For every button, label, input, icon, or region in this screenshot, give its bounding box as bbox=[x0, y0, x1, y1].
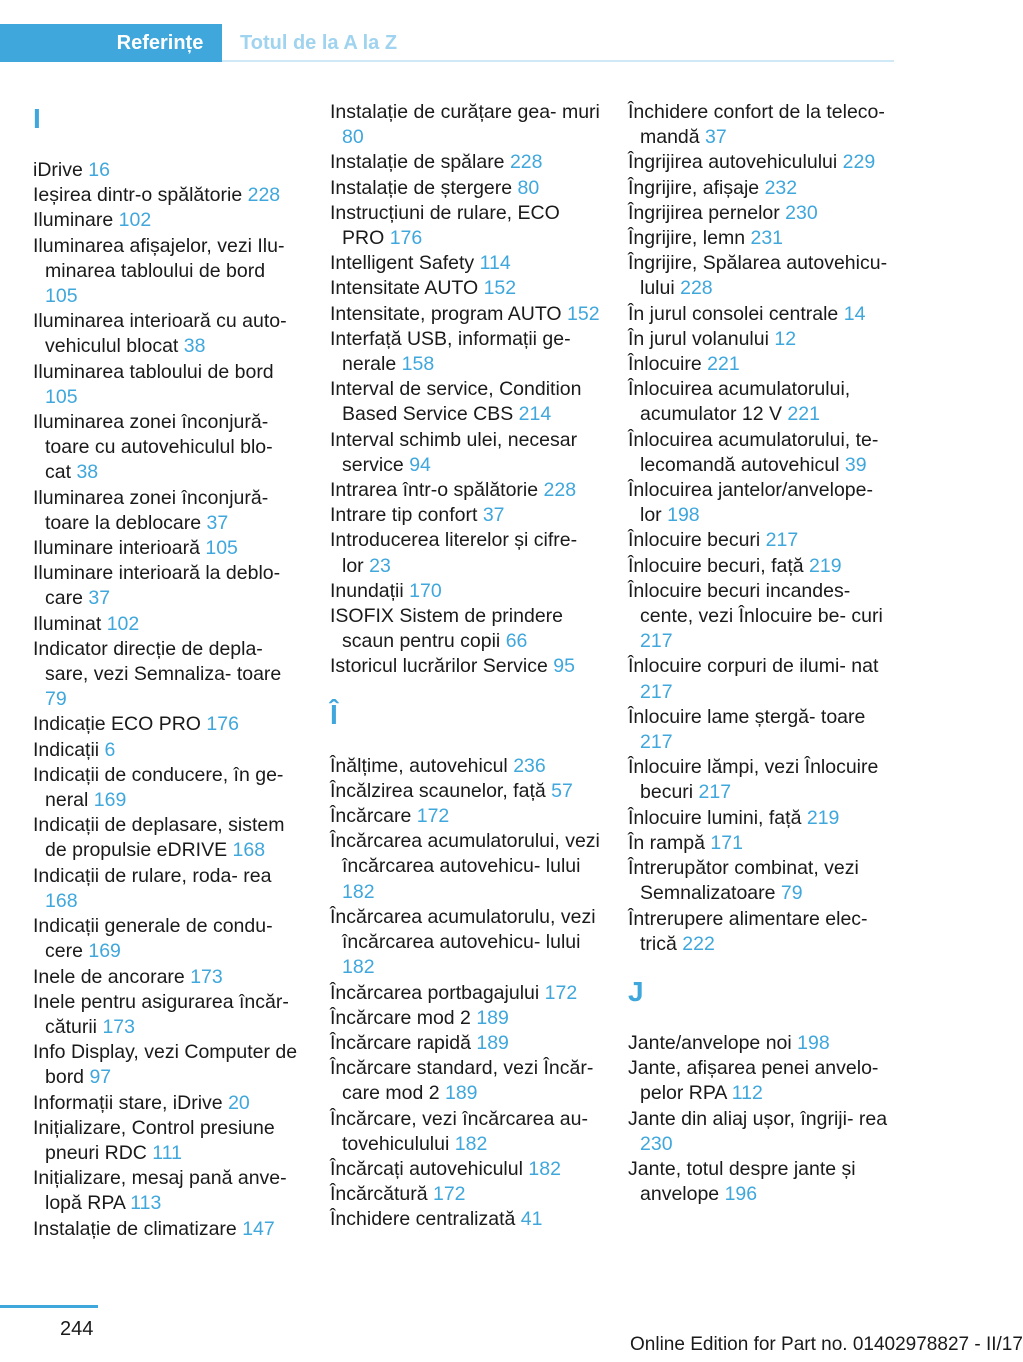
index-entry-text: Încălzirea scaunelor, față bbox=[330, 779, 546, 802]
index-entry bbox=[33, 234, 303, 310]
index-entry bbox=[628, 352, 898, 377]
index-entry bbox=[330, 176, 600, 201]
index-entry-text: Instalație de climatizare bbox=[33, 1217, 237, 1240]
index-entry bbox=[33, 536, 303, 561]
index-entry bbox=[33, 612, 303, 637]
index-entry-text: Înlocuirea jantelor/anvelope‐ lor bbox=[628, 479, 873, 527]
index-entry bbox=[330, 201, 600, 251]
index-entry-text: Indicații generale de condu‐ cere bbox=[33, 915, 273, 963]
index-page-link[interactable]: 228 bbox=[247, 184, 281, 207]
index-entry-text: Îngrijirea autovehiculului bbox=[628, 151, 838, 174]
index-page-link[interactable]: 182 bbox=[454, 1132, 488, 1155]
index-page-link[interactable]: 152 bbox=[483, 277, 517, 300]
index-page-link[interactable]: 231 bbox=[750, 227, 784, 250]
index-entry bbox=[330, 302, 600, 327]
index-entry bbox=[330, 100, 600, 150]
index-entry bbox=[628, 100, 898, 150]
index-page-link[interactable]: 105 bbox=[45, 385, 78, 408]
index-entry bbox=[33, 965, 303, 990]
index-entry bbox=[628, 1031, 898, 1056]
index-entry bbox=[628, 528, 898, 553]
index-entry-text: Intelligent Safety bbox=[330, 252, 475, 275]
index-entry bbox=[628, 226, 898, 251]
index-entry bbox=[330, 327, 600, 377]
index-entry bbox=[330, 528, 600, 578]
index-page-link[interactable]: 37 bbox=[88, 587, 111, 610]
index-page-link[interactable]: 105 bbox=[45, 285, 78, 308]
index-page-link[interactable]: 229 bbox=[842, 151, 876, 174]
index-letter-heading: J bbox=[628, 975, 644, 1007]
edition-note: Online Edition for Part no. 01402978827 - II/17 bbox=[630, 1334, 1023, 1355]
index-entry bbox=[628, 579, 898, 655]
index-entry bbox=[330, 754, 600, 779]
index-entry bbox=[33, 1217, 303, 1242]
index-entry bbox=[33, 637, 303, 713]
index-page-link[interactable]: 217 bbox=[765, 529, 799, 552]
index-page-link[interactable]: 102 bbox=[106, 612, 140, 635]
index-page-link[interactable]: 94 bbox=[409, 453, 431, 476]
index-entry-text: Încărcare mod 2 bbox=[330, 1006, 471, 1029]
index-entry bbox=[33, 360, 303, 410]
index-entry-text: Înlocuirea acumulatorului, te‐ lecomandă autovehicul bbox=[628, 428, 879, 476]
index-page-link[interactable]: 66 bbox=[505, 630, 528, 653]
index-entry bbox=[628, 856, 898, 906]
index-page-link[interactable]: 12 bbox=[774, 327, 797, 350]
index-entry bbox=[628, 428, 898, 478]
index-entry bbox=[33, 486, 303, 536]
index-entry-text: În jurul volanului bbox=[628, 327, 769, 350]
index-entry bbox=[33, 208, 303, 233]
header-tabbar bbox=[0, 24, 960, 62]
index-page-link[interactable]: 168 bbox=[232, 839, 266, 862]
index-entry bbox=[628, 478, 898, 528]
index-entry-text: Jante din aliaj ușor, îngriji‐ rea bbox=[628, 1107, 888, 1130]
index-entry-text: Încărcarea acumulatorului, vezi încărcarea autovehicu‐ lului bbox=[330, 830, 600, 878]
index-entry bbox=[33, 1091, 303, 1116]
index-entry bbox=[33, 864, 303, 914]
index-page-link[interactable]: 189 bbox=[476, 1031, 509, 1054]
index-page-link[interactable]: 228 bbox=[680, 277, 713, 300]
index-entry bbox=[628, 201, 898, 226]
index-entry-text: Inele de ancorare bbox=[33, 965, 185, 988]
index-entry bbox=[33, 1166, 303, 1216]
index-entry bbox=[330, 377, 600, 427]
index-page-link[interactable]: 16 bbox=[88, 159, 110, 181]
index-entry-text: Iluminare bbox=[33, 209, 114, 232]
index-entry-text: Întrerupător combinat, vezi Semnalizatoare bbox=[628, 857, 859, 905]
index-entry-text: Jante/anvelope noi bbox=[628, 1031, 792, 1054]
header-divider bbox=[222, 60, 894, 62]
index-entry-text: Indicații bbox=[33, 738, 100, 761]
index-entry bbox=[628, 251, 898, 301]
index-page-link[interactable]: 169 bbox=[93, 789, 127, 812]
index-page-link[interactable]: 176 bbox=[389, 227, 423, 250]
index-page-link[interactable]: 158 bbox=[401, 353, 435, 376]
index-entry bbox=[330, 428, 600, 478]
index-entry-text: Iluminarea zonei înconjură‐ toare cu autovehiculul blo‐ cat bbox=[33, 411, 273, 484]
tab-referinte[interactable]: Referințe bbox=[98, 24, 222, 62]
index-entry-text: Încărcare, vezi încărcarea au‐ tovehiculului bbox=[330, 1107, 588, 1155]
index-entry bbox=[330, 654, 600, 679]
index-page-link[interactable]: 113 bbox=[130, 1192, 162, 1215]
index-entry bbox=[330, 251, 600, 276]
index-page-link[interactable]: 79 bbox=[780, 882, 803, 905]
index-page-link[interactable]: 189 bbox=[476, 1006, 509, 1029]
index-entry bbox=[33, 183, 303, 208]
index-entry-text: Încărcare bbox=[330, 805, 412, 828]
header-accent-block bbox=[0, 24, 98, 62]
index-entry-text: Înlocuire lumini, față bbox=[628, 806, 802, 829]
index-entry bbox=[330, 804, 600, 829]
index-entry bbox=[330, 981, 600, 1006]
index-entry-text: iDrive bbox=[33, 159, 83, 181]
index-page-link[interactable]: 198 bbox=[797, 1031, 830, 1054]
index-entry-text: Intrarea într-o spălătorie bbox=[330, 479, 539, 502]
index-page-link[interactable]: 230 bbox=[640, 1132, 673, 1155]
index-page-link[interactable]: 219 bbox=[806, 806, 840, 829]
index-entry bbox=[628, 377, 898, 427]
index-page-link[interactable]: 217 bbox=[640, 680, 673, 703]
index-entry bbox=[330, 829, 600, 905]
index-page-link[interactable]: 112 bbox=[731, 1082, 763, 1105]
index-entry bbox=[628, 654, 898, 704]
index-page-link[interactable]: 57 bbox=[551, 779, 573, 802]
index-entry-text: În rampă bbox=[628, 831, 705, 854]
index-entry bbox=[628, 1107, 898, 1157]
index-entry bbox=[330, 478, 600, 503]
index-page-link[interactable]: 168 bbox=[45, 889, 78, 912]
index-entry-text: Iluminarea interioară cu auto‐ vehiculul blocat bbox=[33, 310, 287, 358]
index-entry bbox=[628, 176, 898, 201]
index-column-2 bbox=[330, 100, 600, 1233]
index-entry bbox=[330, 1107, 600, 1157]
index-entry bbox=[628, 755, 898, 805]
index-page-link[interactable]: 20 bbox=[228, 1091, 250, 1114]
index-entry-text: Interval schimb ulei, necesar service bbox=[330, 428, 578, 476]
index-page-link[interactable]: 182 bbox=[342, 880, 375, 903]
index-entry-text: Inițializare, Control presiune pneuri RDC bbox=[33, 1116, 275, 1164]
index-page-link[interactable]: 41 bbox=[520, 1208, 543, 1231]
index-entry-text: Interfață USB, informații ge‐ nerale bbox=[330, 327, 571, 376]
index-page-link[interactable]: 172 bbox=[416, 805, 450, 828]
index-entry-text: Iluminat bbox=[33, 612, 102, 635]
index-entry-text: Iluminarea zonei înconjură‐ toare la deblocare bbox=[33, 486, 269, 534]
index-entry-text: Introducerea literelor și cifre‐ lor bbox=[330, 529, 578, 577]
index-entry bbox=[330, 1031, 600, 1056]
index-page-link[interactable]: 14 bbox=[843, 302, 866, 325]
index-page-link[interactable]: 182 bbox=[528, 1157, 561, 1180]
index-entry-text: Instrucțiuni de rulare, ECO PRO bbox=[330, 201, 560, 250]
index-page-link[interactable]: 189 bbox=[444, 1082, 478, 1105]
index-page-link[interactable]: 114 bbox=[479, 252, 511, 275]
index-entry bbox=[33, 914, 303, 964]
index-entry bbox=[330, 1207, 600, 1232]
index-page-link[interactable]: 38 bbox=[183, 335, 206, 358]
index-entry-text: Îngrijirea pernelor bbox=[628, 201, 780, 224]
index-entry-text: Instalație de curățare gea‐ muri bbox=[330, 101, 600, 123]
index-entry bbox=[33, 712, 303, 737]
index-entry-text: Îngrijire, afișaje bbox=[628, 176, 760, 199]
index-entry bbox=[330, 1182, 600, 1207]
index-entry-text: Îngrijire, lemn bbox=[628, 227, 746, 250]
index-entry-text: Închidere centralizată bbox=[330, 1208, 516, 1231]
index-entry-text: Jante, totul despre jante și anvelope bbox=[628, 1157, 856, 1206]
index-page-link[interactable]: 182 bbox=[342, 956, 375, 979]
index-page-link[interactable]: 219 bbox=[809, 554, 842, 577]
index-page-link[interactable]: 198 bbox=[667, 504, 700, 527]
index-page-link[interactable]: 221 bbox=[787, 403, 820, 426]
index-entry bbox=[628, 907, 898, 957]
index-entry bbox=[33, 410, 303, 486]
index-entry bbox=[628, 831, 898, 856]
index-entry-text: Încărcare standard, vezi Încăr‐ care mod 2 bbox=[330, 1057, 594, 1105]
index-entry bbox=[330, 150, 600, 175]
index-entry-text: Înlocuire corpuri de ilumi‐ nat bbox=[628, 655, 879, 678]
index-entry bbox=[330, 905, 600, 981]
index-page-link[interactable]: 6 bbox=[104, 738, 116, 761]
index-entry-text: Înălțime, autovehicul bbox=[330, 754, 508, 777]
index-page-link[interactable]: 232 bbox=[764, 176, 798, 199]
index-entry bbox=[330, 276, 600, 301]
index-page-link[interactable]: 102 bbox=[118, 209, 152, 232]
index-entry-text: Indicații de rulare, roda‐ rea bbox=[33, 864, 272, 887]
tab-totul-de-la-a-la-z[interactable]: Totul de la A la Z bbox=[240, 32, 398, 54]
index-entry-text: Ieșirea dintr-o spălătorie bbox=[33, 184, 243, 207]
index-column-3 bbox=[628, 100, 898, 1207]
index-page-link[interactable]: 39 bbox=[844, 453, 867, 476]
index-entry-text: Încărcarea acumulatorulu, vezi încărcarea autovehicu‐ lului bbox=[330, 905, 596, 954]
index-entry-text: Încărcați autovehiculul bbox=[330, 1157, 523, 1180]
index-entry-text: Înlocuire becuri bbox=[628, 529, 761, 552]
index-entry-text: Indicații de conducere, în ge‐ neral bbox=[33, 763, 284, 812]
index-entry-text: Iluminare interioară bbox=[33, 537, 200, 560]
index-entry-text: Inițializare, mesaj pană anve‐ lopă RPA bbox=[33, 1167, 287, 1215]
index-page-link[interactable]: 79 bbox=[45, 688, 67, 711]
index-page-link[interactable]: 111 bbox=[152, 1141, 182, 1164]
index-page-link[interactable]: 222 bbox=[682, 932, 715, 955]
index-page-link[interactable]: 230 bbox=[785, 201, 818, 224]
index-entry-text: Jante, afișarea penei anvelo‐ pelor RPA bbox=[628, 1057, 879, 1105]
index-page-link[interactable]: 37 bbox=[206, 511, 229, 534]
index-entry-text: Iluminare interioară la deblo‐ care bbox=[33, 562, 281, 610]
index-page-link[interactable]: 80 bbox=[342, 126, 364, 149]
index-entry bbox=[628, 1056, 898, 1106]
index-entry bbox=[330, 1157, 600, 1182]
index-entry-text: Informații stare, iDrive bbox=[33, 1091, 223, 1114]
index-entry-text: Închidere confort de la teleco‐ mandă bbox=[628, 101, 885, 149]
index-letter-heading: Î bbox=[330, 698, 338, 730]
index-entry bbox=[330, 1006, 600, 1031]
index-entry bbox=[33, 561, 303, 611]
index-entry bbox=[628, 327, 898, 352]
index-page-link[interactable]: 173 bbox=[102, 1015, 135, 1038]
index-entry bbox=[330, 604, 600, 654]
index-page-link[interactable]: 172 bbox=[544, 981, 578, 1004]
index-entry-text: Înlocuire lămpi, vezi Înlocuire becuri bbox=[628, 756, 879, 804]
index-entry-text: Intensitate AUTO bbox=[330, 277, 479, 300]
index-entry bbox=[628, 302, 898, 327]
index-page-link[interactable]: 105 bbox=[205, 537, 238, 560]
index-entry-text: Încărcătură bbox=[330, 1183, 428, 1206]
index-entry bbox=[628, 806, 898, 831]
index-page-link[interactable]: 172 bbox=[432, 1183, 466, 1206]
index-entry-text: Iluminarea tabloului de bord bbox=[33, 360, 274, 383]
index-letter-heading: I bbox=[33, 103, 41, 134]
index-entry bbox=[33, 738, 303, 763]
index-entry bbox=[330, 579, 600, 604]
page-number: 244 bbox=[60, 1318, 94, 1340]
index-entry-text: Info Display, vezi Computer de bord bbox=[33, 1041, 298, 1089]
index-entry-text: Îngrijire, Spălarea autovehicu‐ lului bbox=[628, 252, 888, 300]
index-page-link[interactable]: 228 bbox=[509, 151, 543, 174]
index-page-link[interactable]: 38 bbox=[76, 461, 99, 484]
index-entry-text: Intrare tip confort bbox=[330, 504, 478, 527]
index-entry-text: Indicator direcție de depla‐ sare, vezi Semnaliza‐ toare bbox=[33, 637, 282, 686]
index-entry-text: Instalație de spălare bbox=[330, 151, 505, 174]
index-entry-text: Interval de service, Condition Based Service CBS bbox=[330, 378, 582, 426]
index-entry-text: Intensitate, program AUTO bbox=[330, 302, 562, 325]
index-page-link[interactable]: 236 bbox=[513, 754, 546, 777]
index-entry bbox=[628, 150, 898, 175]
index-page-link[interactable]: 217 bbox=[640, 731, 673, 754]
index-page-link[interactable]: 176 bbox=[206, 713, 239, 736]
index-page-link[interactable]: 228 bbox=[543, 479, 577, 502]
footer-accent-line bbox=[0, 1305, 98, 1308]
index-entry-text: Instalație de ștergere bbox=[330, 176, 513, 199]
index-entry bbox=[330, 1056, 600, 1106]
index-entry-text: ISOFIX Sistem de prindere scaun pentru copii bbox=[330, 605, 564, 653]
index-page-link[interactable]: 217 bbox=[640, 630, 673, 653]
index-page-link[interactable]: 152 bbox=[567, 302, 600, 325]
index-entry bbox=[33, 158, 303, 183]
index-entry-text: Istoricul lucrărilor Service bbox=[330, 655, 548, 678]
index-entry bbox=[33, 763, 303, 813]
index-entry-text: Indicații de deplasare, sistem de propulsie eDRIVE bbox=[33, 814, 285, 862]
index-page-link[interactable]: 80 bbox=[517, 176, 540, 199]
index-page-link[interactable]: 95 bbox=[553, 655, 575, 678]
index-entry-text: Înlocuirea acumulatorului, acumulator 12 V bbox=[628, 378, 851, 426]
index-page-link[interactable]: 37 bbox=[705, 126, 727, 149]
index-page-link[interactable]: 214 bbox=[518, 403, 552, 426]
index-entry-text: Înlocuire becuri incandes‐ cente, vezi Înlocuire be‐ curi bbox=[628, 579, 883, 628]
index-entry-text: Înlocuire lame ștergă‐ toare bbox=[628, 705, 866, 728]
index-page-link[interactable]: 97 bbox=[89, 1066, 112, 1089]
index-page-link[interactable]: 169 bbox=[88, 940, 121, 963]
index-entry-text: Încărcarea portbagajului bbox=[330, 981, 540, 1004]
index-entry-text: Întrerupere alimentare elec‐ trică bbox=[628, 907, 868, 955]
index-entry-text: Inele pentru asigurarea încăr‐ căturii bbox=[33, 990, 289, 1038]
index-page-link[interactable]: 217 bbox=[698, 781, 732, 804]
index-entry bbox=[330, 503, 600, 528]
index-entry bbox=[33, 813, 303, 863]
index-page-link[interactable]: 37 bbox=[482, 504, 505, 527]
index-entry-text: Iluminarea afișajelor, vezi Ilu‐ minarea tabloului de bord bbox=[33, 234, 285, 282]
index-entry bbox=[33, 990, 303, 1040]
index-entry-text: Inundații bbox=[330, 579, 404, 602]
index-entry bbox=[628, 554, 898, 579]
index-page-link[interactable]: 171 bbox=[710, 831, 743, 854]
index-column-1 bbox=[33, 100, 303, 1242]
index-page-link[interactable]: 147 bbox=[242, 1217, 275, 1240]
index-entry bbox=[33, 309, 303, 359]
index-page-link[interactable]: 221 bbox=[707, 353, 740, 376]
index-entry bbox=[628, 1157, 898, 1207]
index-entry bbox=[628, 705, 898, 755]
index-page-link[interactable]: 23 bbox=[369, 554, 391, 577]
index-entry bbox=[330, 779, 600, 804]
index-page-link[interactable]: 170 bbox=[409, 579, 442, 602]
index-page-link[interactable]: 173 bbox=[190, 965, 223, 988]
index-entry-text: Înlocuire bbox=[628, 353, 702, 376]
index-entry-text: Înlocuire becuri, față bbox=[628, 554, 804, 577]
index-entry-text: Indicație ECO PRO bbox=[33, 713, 201, 736]
index-page-link[interactable]: 196 bbox=[724, 1183, 758, 1206]
index-entry bbox=[33, 1040, 303, 1090]
index-entry-text: În jurul consolei centrale bbox=[628, 302, 839, 325]
index-entry-text: Încărcare rapidă bbox=[330, 1031, 471, 1054]
index-entry bbox=[33, 1116, 303, 1166]
